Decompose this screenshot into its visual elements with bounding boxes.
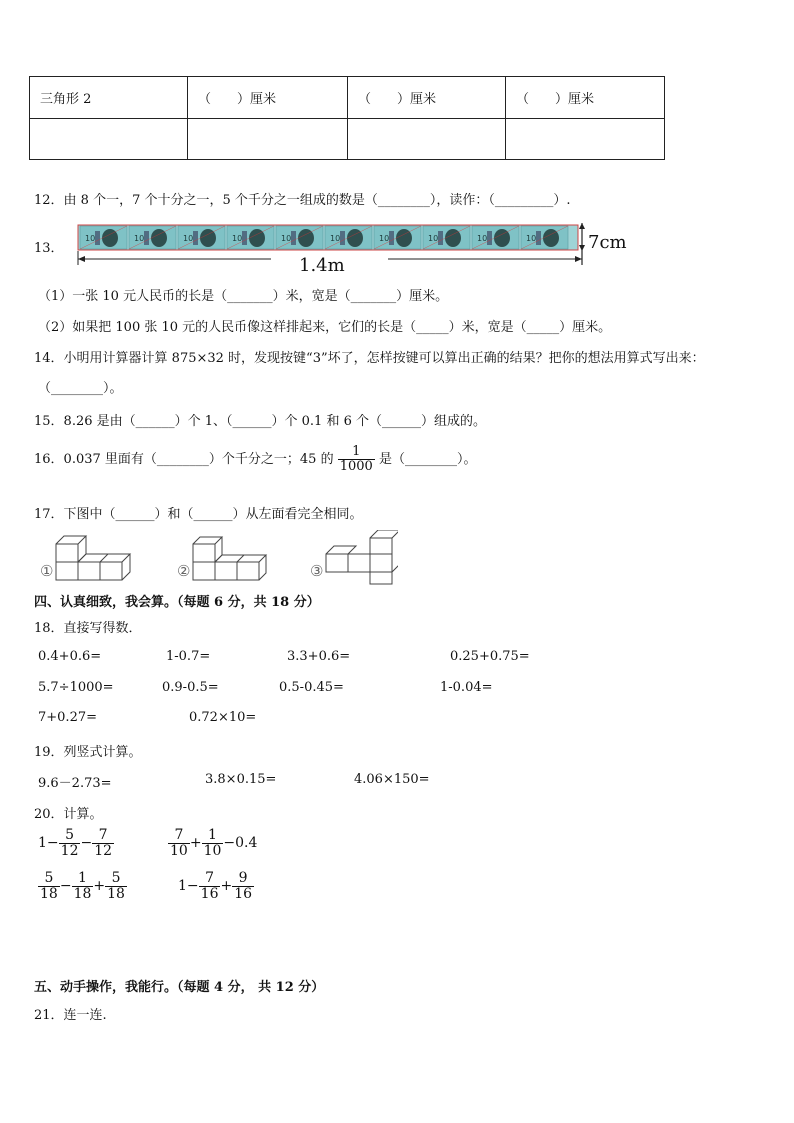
denominator: 12 — [60, 842, 79, 859]
calc-item: 1-0.7= — [166, 649, 211, 664]
denominator: 16 — [234, 885, 253, 902]
fraction — [168, 828, 190, 858]
expression-3 — [38, 871, 127, 901]
table-cell — [348, 119, 506, 160]
vertical-calc-item: 4.06×150= — [354, 772, 430, 787]
denominator: 18 — [73, 885, 92, 902]
fraction — [105, 871, 127, 901]
table-cell: （ ）厘米 — [188, 77, 348, 119]
banknote-icon — [374, 226, 421, 249]
operator: − — [80, 835, 93, 852]
banknote-icon — [423, 226, 470, 249]
operator: − — [223, 835, 236, 852]
calc-item: 0.25+0.75= — [450, 649, 530, 664]
question-13-sub2: （2）如果把 100 张 10 元的人民币像这样排起来，它们的长是（_____）米，宽是（_____）厘米。 — [38, 320, 612, 335]
cube-figure-2 — [193, 537, 266, 580]
fraction — [92, 828, 114, 858]
banknote-icon — [227, 226, 274, 249]
denominator: 18 — [40, 885, 58, 902]
banknote-icon — [80, 226, 127, 249]
fraction — [338, 445, 375, 473]
length-label: 1.4m — [299, 255, 345, 276]
denominator: 16 — [200, 885, 219, 902]
expression-4 — [178, 871, 254, 901]
svg-text:10: 10 — [330, 234, 341, 243]
operator: + — [220, 878, 233, 895]
table-cell — [506, 119, 665, 160]
denominator: 10 — [203, 842, 222, 859]
denominator: 18 — [107, 885, 125, 902]
operator: − — [46, 835, 59, 852]
calc-item: 7+0.27= — [38, 710, 98, 725]
fraction — [38, 871, 60, 901]
banknote-icon — [325, 226, 372, 249]
term: 0.4 — [235, 835, 258, 852]
question-17: 17．下图中（______）和（______）从左面看完全相同。 — [34, 507, 363, 522]
operator: + — [93, 878, 106, 895]
calc-item: 5.7÷1000= — [38, 680, 114, 695]
question-15: 15．8.26 是由（______）个 1、（______）个 0.1 和 6 个（______）组成的。 — [34, 414, 486, 429]
figure-label-1: ① — [40, 562, 54, 580]
width-label: 7cm — [588, 232, 627, 253]
svg-text:10: 10 — [281, 234, 292, 243]
banknote-icon — [178, 226, 225, 249]
question-16 — [34, 440, 476, 480]
fraction — [232, 871, 254, 901]
svg-text:10: 10 — [232, 234, 243, 243]
expression-2 — [168, 828, 257, 858]
banknote-icon — [472, 226, 519, 249]
numerator: 7 — [168, 828, 190, 844]
question-20-title: 20．计算。 — [34, 807, 103, 822]
svg-text:10: 10 — [85, 234, 96, 243]
question-18-title: 18．直接写得数． — [34, 621, 142, 636]
table-cell — [188, 119, 348, 160]
expression-1 — [38, 828, 114, 858]
svg-text:10: 10 — [379, 234, 390, 243]
question-19-title: 19．列竖式计算。 — [34, 745, 142, 760]
fraction — [202, 828, 224, 858]
question-12: 12．由 8 个一，7 个十分之一，5 个千分之一组成的数是（________），读作：（_________）. — [34, 193, 571, 208]
figure-label-3: ③ — [310, 562, 324, 580]
operator: − — [59, 878, 72, 895]
denominator: 1000 — [339, 459, 373, 474]
calc-item: 0.5-0.45= — [279, 680, 344, 695]
fraction — [72, 871, 94, 901]
banknote-icon — [521, 226, 568, 249]
denominator: 12 — [94, 842, 113, 859]
calc-item: 1-0.04= — [440, 680, 493, 695]
section-4-heading: 四、认真细致，我会算。（每题 6 分，共 18 分） — [34, 595, 320, 610]
svg-text:10: 10 — [477, 234, 488, 243]
term: 1 — [38, 835, 47, 852]
calc-item: 0.9-0.5= — [162, 680, 219, 695]
table-cell: （ ）厘米 — [348, 77, 506, 119]
fraction — [59, 828, 81, 858]
vertical-calc-item: 3.8×0.15= — [205, 772, 277, 787]
question-16-part2: 是（________）。 — [378, 452, 477, 467]
table-cell: 三角形 2 — [30, 77, 188, 119]
table-cell: （ ）厘米 — [506, 77, 665, 119]
numerator: 5 — [105, 871, 127, 887]
banknote-icon — [129, 226, 176, 249]
calc-item: 3.3+0.6= — [287, 649, 351, 664]
operator: − — [186, 878, 199, 895]
denominator: 10 — [170, 842, 188, 859]
triangle-table — [29, 76, 665, 160]
question-13-number: 13． — [34, 241, 64, 256]
svg-text:10: 10 — [183, 234, 194, 243]
numerator: 5 — [59, 828, 81, 844]
banknote-icon — [276, 226, 323, 249]
figure-label-2: ② — [177, 562, 191, 580]
vertical-calc-item: 9.6－2.73= — [38, 776, 112, 791]
calc-item: 0.72×10= — [189, 710, 257, 725]
fraction — [199, 871, 221, 901]
question-21: 21．连一连. — [34, 1008, 107, 1023]
section-5-heading: 五、动手操作，我能行。（每题 4 分， 共 12 分） — [34, 980, 325, 995]
cube-figure-3 — [326, 530, 398, 584]
numerator: 7 — [92, 828, 114, 844]
svg-text:10: 10 — [134, 234, 145, 243]
calc-item: 0.4+0.6= — [38, 649, 102, 664]
question-13-sub1: （1）一张 10 元人民币的长是（_______）米，宽是（_______）厘米。 — [38, 289, 449, 304]
question-14-line2: （________）。 — [38, 381, 123, 396]
question-14-line1: 14．小明用计算器计算 875×32 时，发现按键“3”坏了，怎样按键可以算出正确的结果？把你的想法用算式写出来： — [34, 351, 705, 366]
numerator: 9 — [232, 871, 254, 887]
svg-text:10: 10 — [428, 234, 439, 243]
numerator: 1 — [72, 871, 94, 887]
svg-text:10: 10 — [526, 234, 537, 243]
numerator: 5 — [38, 871, 60, 887]
cube-figure-1 — [56, 536, 130, 580]
question-16-part1: 16．0.037 里面有（________）个千分之一；45 的 — [34, 452, 334, 467]
cube-figures — [38, 530, 398, 585]
numerator: 1 — [338, 445, 375, 460]
table-cell — [30, 119, 188, 160]
numerator: 7 — [199, 871, 221, 887]
term: 1 — [178, 878, 187, 895]
numerator: 1 — [202, 828, 224, 844]
operator: + — [189, 835, 202, 852]
